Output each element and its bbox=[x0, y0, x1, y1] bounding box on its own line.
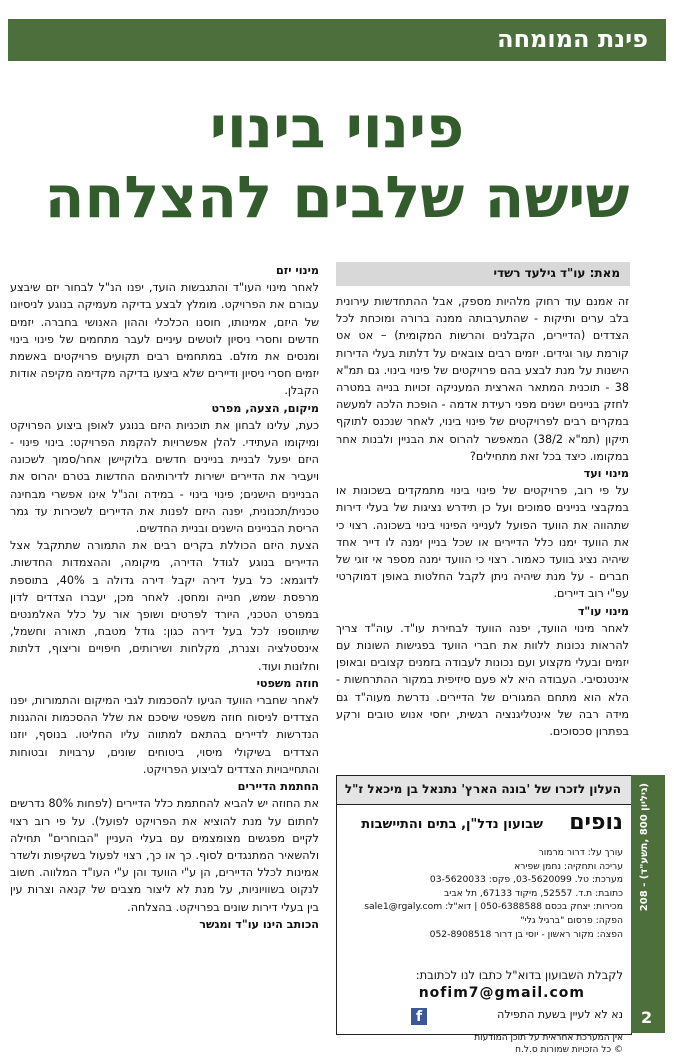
paragraph: כעת, עלינו לבחון את תוכניות היזם בנוגע לאופן ביצוע הפרויקט ומיקומו העתידי. להלן אפשרויות להקמת הפרויקט: בינוי פינוי - היזם יפעל לבניית בניינים חדשים בלוקיישן אחר/סמוך לשכונה ויעביר את הדיירים ישירות לדירותיהם החדשות בטרם יהרוס את הבניינים הישנים; פינוי בינוי - במידה והנ"ל אינו אפשרי מבחינה טכנית/תכנונית, יפנה היזם לפנות את הדיירים לשכירות עד גמר הריסת הבניינים הישנים ובניית החדשים. bbox=[10, 418, 319, 536]
paragraph: לאחר מינוי העו"ד והתגבשות הועד, יפנו הנ"ל לבחור יזם שיבצע עבורם את הפרויקט. מומלץ לבצע בדיקה מעמיקה בנוגע לניסיונו של היזם, אמינותו, חוסנו הכלכלי וההון האנושי בחברה. יזמים חדשים וחסרי ניסיון לוטשים עיניים לעבר מתחמים של פינוי בינוי ומנסים את מזלם. במתחמים רבים תקועים פרויקטים באשמת יזמים חסרי ניסיון ודיירים שלא ביצעו בדיקה מקדימה מקיפה אודות הקבלן. bbox=[10, 281, 319, 398]
paragraph: לאחר שחברי הוועד הגיעו להסכמות לגבי המיקום והתמורות, יפנו הצדדים לניסוח חוזה משפטי שיסכם את שלל ההסכמות וההגנות הנדרשות לדיירים בהתאם למתווה עליו החליטו. בנוסף, יוזנו הצדדים בשיקולי מיסוי, ביטוחים שונים, ערבויות ובטוחות והתחייבויות הצדדים לביצוע הפרויקט. bbox=[10, 694, 319, 776]
memorial-bar bbox=[337, 776, 631, 805]
page-number: 2 bbox=[641, 1008, 653, 1027]
section-heading: חוזה משפטי bbox=[256, 676, 319, 690]
section-heading: מינוי עו"ד bbox=[577, 604, 629, 618]
issue-sidebar bbox=[631, 775, 665, 1033]
disclaimer-line: © כל הזכויות שמורות ס.ל.ח bbox=[515, 1045, 623, 1055]
section-heading: מינוי ועד bbox=[583, 467, 629, 481]
disclaimer-line: אין המערכת אחראית על תוכן המודעות bbox=[474, 1033, 623, 1043]
author-credit: הכותב הינו עו"ד ומגשר bbox=[199, 917, 319, 931]
logo: נופים bbox=[569, 810, 623, 835]
staff-line: עריכה ותחקיה: נחמן שפירא bbox=[514, 860, 623, 872]
paragraph: הצעת היזם הכוללת בקרים רבים את התמורה שתתקבל אצל הדיירים בנוגע לגודל הדירה, מיקומה, וההצמדות החדשות. לדוגמא: כל בעל דירה יקבל דירה גדולה ב 40%, בתוספת מרפסת שמש, חנייה ומחסן. לאחר מכן, יעברו הצדדים לדון במפרט הטכני, היורד לפרטים ושופך אור על כלל האלמנטים שיתווספו לכל בעל דירה כגון: גודל מטבח, תאורה וחשמל, אינסטלציה וצנרת, מקלחות ושירותים, חיפויים וריצוף, דלתות וחלונות ועוד. bbox=[10, 539, 319, 673]
tagline: שבועון נדל"ן, בתים והתיישבות bbox=[361, 817, 543, 832]
section-banner bbox=[8, 19, 666, 61]
author-bar bbox=[336, 262, 630, 286]
issue-label: (גיליון 800 ,תשע"ד) - 208 bbox=[639, 783, 650, 912]
paragraph: על פי רוב, פרויקטים של פינוי בינוי מתמקדים בשכונות או במקבצי בניינים סמוכים ועל כן תידרש נציגות של בעלי דירות שתהווה את הוועד הפועל לענייני הפינוי בינוי בשכונה. רצוי כי את הוועד ימנו כלל הדיירים או שכל בניין ימנה לו דייר אחד שיהיה נציג בוועד כאמור. רצוי כי הוועד ימנה מספר אי זוגי של חברים - על מנת שיהיה ניתן לקבל החלטות באופן דמוקרטי עפ"י רוב דיירים. bbox=[336, 484, 629, 601]
paragraph: זה אמנם עוד רחוק מלהיות מספק, אבל ההתחדשות עירונית בלב ערים ותיקות - שהתערבותה ממנה ברורה ומוכחת לכל הצדדים (הדיירים, הקבלנים והרשות המקומית) – אט אט קורמת עור וגידים. יזמים רבים צובאים על דלתות בעלי הדירות הישנות על מנת לבצע בהם פרויקטים של פינוי בינוי. גם תמ"א 38 - תוכנית המתאר הארצית המעניקה זכויות בנייה במטרה לחזק בניינים ישנים מפני רעידת אדמה - הופכת הלכה למעשה במקרים רבים לפרויקטים של פינוי בינוי, לאחר שנכנס לתוקף תיקון (תמ"א 38/2) המאפשר להרוס את הבניין ולבנות אחר במקומו. כיצד בכל זאת מתחילים? bbox=[336, 295, 629, 463]
masthead-box bbox=[336, 775, 632, 1055]
staff-line: מכירות: יצחק בכסם 050-6388588 | דוא"ל: sale1@rgaly.com bbox=[364, 901, 623, 913]
disclaimer bbox=[474, 1032, 623, 1056]
staff-line: עורך על: דרור מרמור bbox=[538, 847, 623, 858]
staff-line: כתובת: ת.ד. 52557, מיקוד 67133, תל אביב bbox=[444, 887, 623, 899]
author-name: מאת: עו"ד גילעד רשדי bbox=[493, 266, 620, 280]
staff-line: מערכת: טל. 03-5620099, פקס: 03-5620033 bbox=[429, 874, 623, 886]
staff-list bbox=[345, 846, 623, 941]
section-heading: החתמת הדיירים bbox=[237, 780, 319, 794]
paragraph: לאחר מינוי הוועד, יפנה הוועד לבחירת עו"ד. עוה"ד צריך להראות נכונות ללוות את חברי הוועד בפגישות השונות עם יזמים ובעלי מקצוע ועם נכונות לעבודה בזמנים קצובים ובאופן אינטנסיבי. העבודה היא לא פעם סיזיפית במקור ההתרחשות - הלא הוא מתחם המגורים של הדיירים. נדרשת מעוה"ד גם מידה רבה של אינטליגנציה רגשית, יחסי אנוש טובים ורקע בפתרון סכסוכים. bbox=[336, 621, 629, 739]
contact-label: לקבלת השבועון בדוא"ל כתבו לנו לכתובת: bbox=[415, 968, 623, 982]
facebook-icon[interactable]: f bbox=[411, 1008, 427, 1025]
staff-line: הפקה: פרסום "ברגיל גלי" bbox=[520, 914, 623, 926]
article-column-left bbox=[10, 262, 319, 933]
headline-line-2: שישה שלבים להצלחה bbox=[44, 163, 630, 231]
contact-email-link[interactable]: nofim7@gmail.com bbox=[418, 985, 585, 1001]
section-heading: מיקום, הצעה, מפרט bbox=[211, 401, 319, 415]
section-heading: מינוי יזם bbox=[275, 264, 319, 277]
banner-label: פינת המומחה bbox=[497, 25, 648, 53]
headline-line-1: פינוי בינוי bbox=[209, 93, 465, 161]
article-column-right bbox=[336, 293, 629, 740]
memorial-text: העלון לזכרו של 'בונה הארץ' נתנאל בן מיכאל ז"ל bbox=[344, 782, 621, 796]
paragraph: את החוזה יש להביא להחתמת כלל הדיירים (לפחות 80% נדרשים לחתום על מנת להוציא את הפרויקט לפועל). על פי רוב רצוי לקיים מפגשים מצומצמים עם בעלי העניין "הבוחרים" תחילה ולהשאיר המתנגדים לסוף. כך או כך, רצוי לפעול בשקיפות ולשדר אמינות לכלל הדיירים, הן ע"י הוועד והן ע"י העו"ד המלווה. חשוב לנקוט בשוויוניות, על מנת לא ליצור מצבים של קנאה וצרות עין בין בעלי דירות שונים בפרויקט. בהצלחה. bbox=[10, 797, 319, 914]
notice-text: נא לא לעיין בשעת התפילה bbox=[497, 1008, 623, 1021]
staff-line: הפצה: מקור ראשון - יוסי בן דרור 052-8908518 bbox=[429, 928, 623, 940]
